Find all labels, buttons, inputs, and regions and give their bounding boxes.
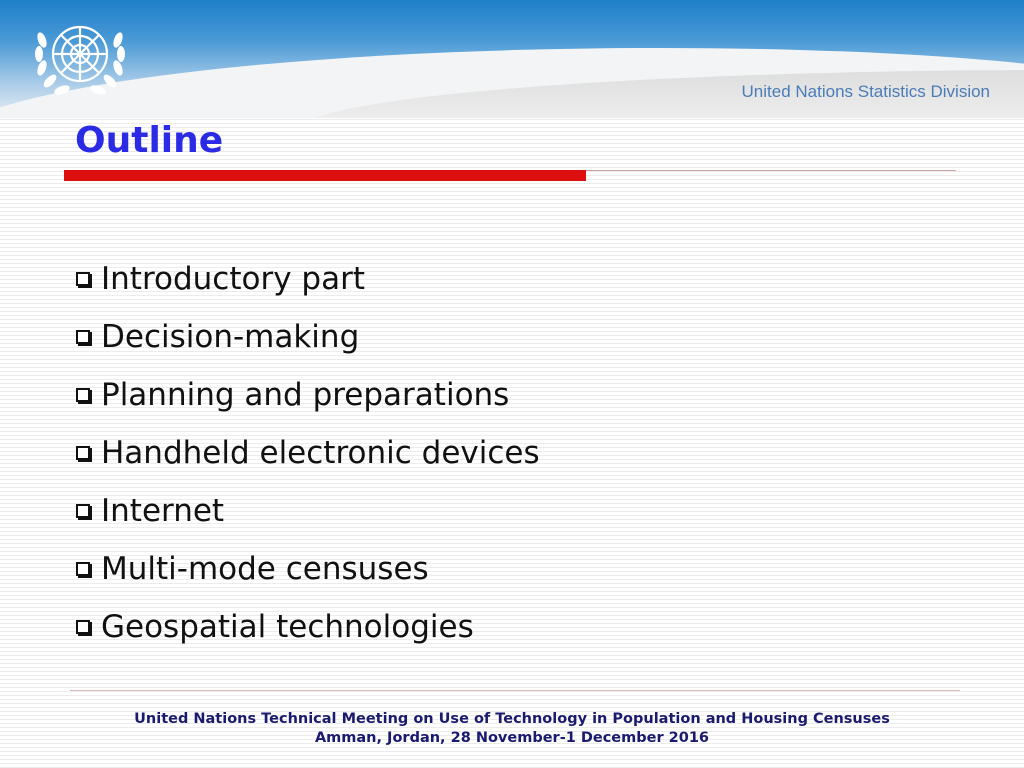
list-item	[76, 598, 540, 656]
checkbox-icon	[76, 504, 90, 518]
title-rule-accent	[64, 170, 586, 181]
checkbox-icon	[76, 388, 90, 402]
footer-event-title: United Nations Technical Meeting on Use of Technology in Population and Housing Censuses	[134, 711, 890, 727]
checkbox-icon	[76, 272, 90, 286]
list-item-label: Decision-making	[101, 319, 360, 355]
outline-list	[76, 250, 540, 656]
checkbox-icon	[76, 620, 90, 634]
checkbox-icon	[76, 562, 90, 576]
list-item	[76, 424, 540, 482]
list-item	[76, 482, 540, 540]
header-band	[0, 0, 1024, 118]
footer-event-place-date: Amman, Jordan, 28 November-1 December 2016	[314, 730, 710, 746]
division-name: United Nations Statistics Division	[741, 82, 990, 101]
slide-title: Outline	[75, 120, 224, 161]
list-item-label: Introductory part	[101, 261, 365, 297]
un-emblem-icon	[28, 10, 132, 102]
checkbox-icon	[76, 446, 90, 460]
footer-rule	[70, 690, 960, 691]
list-item	[76, 308, 540, 366]
checkbox-icon	[76, 330, 90, 344]
list-item-label: Internet	[101, 493, 225, 529]
list-item-label: Geospatial technologies	[101, 609, 474, 645]
footer	[0, 710, 1024, 748]
list-item-label: Handheld electronic devices	[101, 435, 540, 471]
list-item	[76, 366, 540, 424]
list-item-label: Planning and preparations	[101, 377, 510, 413]
list-item-label: Multi-mode censuses	[101, 551, 429, 587]
list-item	[76, 540, 540, 598]
list-item	[76, 250, 540, 308]
